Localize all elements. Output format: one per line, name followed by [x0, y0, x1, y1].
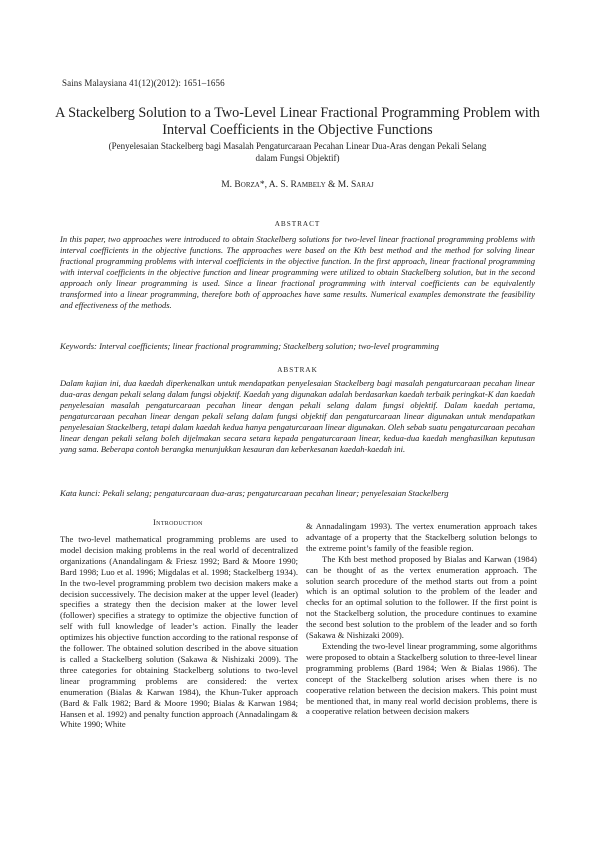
intro-paragraph-continued: & Annadalingam 1993). The vertex enumeration approach takes advantage of a property that the Stackelberg solution belongs to the extreme point’s family of the feasible region.	[306, 521, 537, 553]
intro-paragraph-1: The two-level mathematical programming problems are used to model decision making problems in the real world of decentralized organizations (Anandalingam & Friesz 1992; Bard & Moore 1990; Bard 1998; Luo et al. 1996; Migdalas et al. 1998; Stackelberg 1934). In the two-level programming problem two decision makers make a decision successively. The decision maker at the upper level (leader) specifies a strategy then the decision maker at the lower level (follower) specifies a strategy to optimize the objective function of self with full knowledge of leader’s action. Finally the leader optimizes his objective function according to the rational response of the follower. The obtained solution described in the above situation is called a Stackelberg solution (Sakawa & Nishizaki 2009). The three categories for obtaining Stackelberg solutions to two-level linear programming problems are considered: the vertex enumeration (Bialas & Karwan 1984), the Khun-Tuker approach (Bard & Falk 1982; Bard & Moore 1990; Bialas & Karwan 1984; Hansen et al. 1992) and penalty function approach (Annadalingam & White 1990; White	[60, 534, 298, 730]
abstrak-keywords: Kata kunci: Pekali selang; pengaturcaraan dua-aras; pengaturcaraan pecahan linear; penyelesaian Stackelberg	[60, 488, 449, 498]
paper-title: A Stackelberg Solution to a Two-Level Linear Fractional Programming Problem with Interval Coefficients in the Objective Functions	[55, 105, 540, 138]
abstrak-heading: ABSTRAK	[277, 366, 318, 374]
body-column-left	[60, 534, 298, 730]
intro-paragraph-3: Extending the two-level linear programming, some algorithms were proposed to obtain a Stackelberg solution to three-level linear programming problems (Bard 1984; Wen & Bialas 1986). The concept of the Stackelberg solution arises when there is no cooperative relation between the decision makers. This point must be mentioned that, in many real world decision problems, there is a cooperative relation between decision makers	[306, 640, 537, 717]
abstract-text: In this paper, two approaches were introduced to obtain Stackelberg solutions for two-level linear fractional programming problems with interval coefficients in the objective functions. The approaches were based on the Kth best method and the method for solving linear fractional programming problems with interval coefficients in the objective function. In the first approach, linear fractional programming with interval coefficients in the objective function and linear programming were utilized to obtain Stackelberg solution, but in the second approach only linear programming is used. Since a linear fractional programming with interval coefficients can be equivalently transformed into a linear programming, therefore both of approaches have same results. Numerical examples demonstrate the feasibility and effectiveness of the methods.	[60, 234, 535, 310]
abstrak-text: Dalam kajian ini, dua kaedah diperkenalkan untuk mendapatkan penyelesaian Stackelberg bagi masalah pengaturcaraan pecahan linear dua-aras dengan pekali selang dalam fungsi objektif. Kaedah yang digunakan adalah berdasarkan kaedah terbaik peringkat-K dan kaedah penyelesaian masalah pengaturcaraan pecahan linear dengan pekali selang dalam fungsi objektif. Dalam kaedah pertama, pengaturcaraan pecahan linear dengan pekali selang dalam fungsi objektif dan pengaturcaraan linear digunakan untuk mendapatkan penyelesaian Stackelberg, tetapi dalam kaedah kedua hanya pengaturcaraan linear digunakan. Oleh sebab suatu pengaturcaraan pecahan linear dengan pekali selang boleh dijelmakan secara setara kepada pengaturcaraan linear, kedua-dua kaedah menghasilkan keputusan yang sama. Beberapa contoh berangka menunjukkan kesauran dan keberkesanan kaedah-kaedah ini.	[60, 378, 535, 454]
abstract-heading: ABSTRACT	[274, 220, 321, 228]
paper-subtitle: (Penyelesaian Stackelberg bagi Masalah Pengaturcaraan Pecahan Linear Dua-Aras dengan Pekali Selang dalam Fungsi Objektif)	[108, 141, 487, 163]
authors-text: M. Borza*, A. S. Rambely & M. Saraj	[221, 180, 374, 190]
body-column-right	[306, 521, 537, 717]
author-list	[100, 180, 495, 190]
introduction-heading: Introduction	[153, 518, 203, 527]
abstract-keywords: Keywords: Interval coefficients; linear fractional programming; Stackelberg solution; two-level programming	[60, 341, 439, 351]
intro-paragraph-2: The Kth best method proposed by Bialas and Karwan (1984) can be thought of as the vertex enumeration approach. The solution search procedure of the method starts out from a point which is an optimal solution to the problem of the leader and checks for an optimal solution to the follower. If the first point is not the Stackelberg solution, the procedure continues to examine the second best solution to the problem of the leader and so forth (Sakawa & Nishizaki 2009).	[306, 553, 537, 641]
journal-citation: Sains Malaysiana 41(12)(2012): 1651–1656	[62, 78, 225, 88]
